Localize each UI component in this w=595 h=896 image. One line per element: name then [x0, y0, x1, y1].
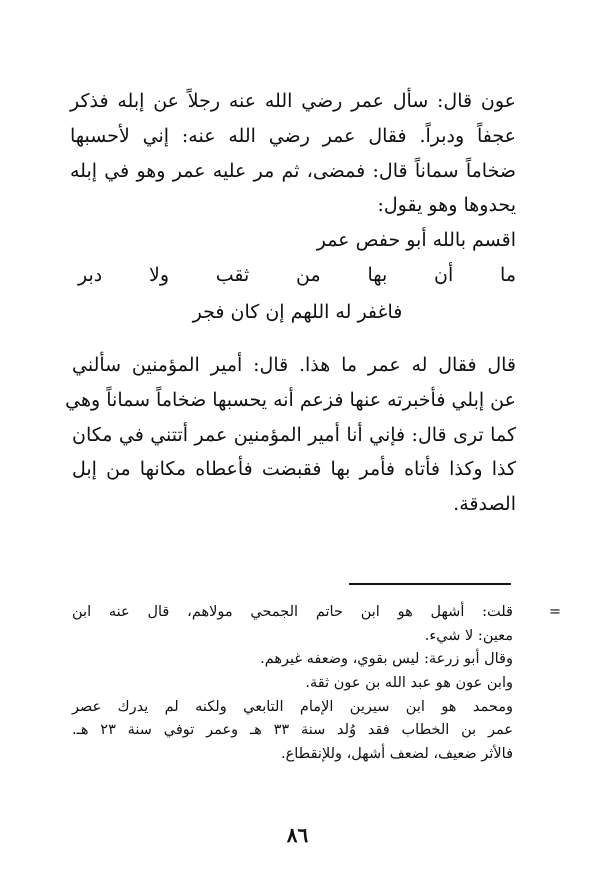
paragraph-line: ضخاماً سماناً قال: فمضى، ثم مر عليه عمر وهو في إبله — [70, 159, 516, 182]
footnote-line: معين: لا شيء. — [424, 627, 513, 644]
poem-line-1: اقسم بالله أبو حفص عمر — [316, 229, 516, 251]
footnote-line: وقال أبو زرعة: ليس بقوي، وضعفه غيرهم. — [260, 651, 513, 668]
footnote-line: عمر بن الخطاب فقد وُلد سنة ٣٣ هـ وعمر توفي سنة ٢٣ هـ. — [72, 722, 513, 739]
footnote-line: قلت: أشهل هو ابن حاتم الجمحي مولاهم، قال عنه ابن — [72, 604, 513, 620]
footnote-line: وابن عون هو عبد الله بن عون ثقة. — [305, 675, 513, 692]
paragraph-line: الصدقة. — [453, 493, 516, 516]
paragraph-line: قال فقال له عمر ما هذا. قال: أمير المؤمنين سألني — [72, 354, 516, 376]
footnote-line: ومحمد هو ابن سيرين الإمام التابعي ولكنه لم يدرك عصر — [72, 698, 513, 715]
page-number: ٨٦ — [286, 823, 309, 847]
footnote-separator — [349, 583, 511, 585]
poem-line-3: فاغفر له اللهم إن كان فجر — [192, 301, 403, 323]
paragraph-line: عجفاً ودبراً. فقال عمر رضي الله عنه: إني لأحسبها — [70, 124, 516, 147]
footnote-continuation-marker: = — [548, 604, 561, 620]
footnotes — [72, 601, 561, 767]
paragraph-1 — [70, 84, 516, 223]
paragraph-line: عن إبلي فأخبرته عنها فزعم أنه يحسبها ضخاماً سماناً وهي — [65, 388, 516, 411]
paragraph-line: عون قال: سأل عمر رضي الله عنه رجلاً عن إبله فذكر — [70, 90, 516, 112]
poem-line-2: ما أن بها من ثقب ولا دبر — [78, 264, 516, 286]
paragraph-2 — [65, 348, 516, 522]
footnote-line: فالأثر ضعيف، لضعف أشهل، وللإنقطاع. — [281, 746, 513, 763]
paragraph-line: كذا وكذا فأتاه فأمر بها فقبضت فأعطاه مكانها من إبل — [72, 458, 516, 481]
paragraph-line: يحدوها وهو يقول: — [377, 194, 516, 217]
paragraph-line: كما ترى قال: فإني أنا أمير المؤمنين عمر أتتني في مكان — [72, 423, 516, 446]
